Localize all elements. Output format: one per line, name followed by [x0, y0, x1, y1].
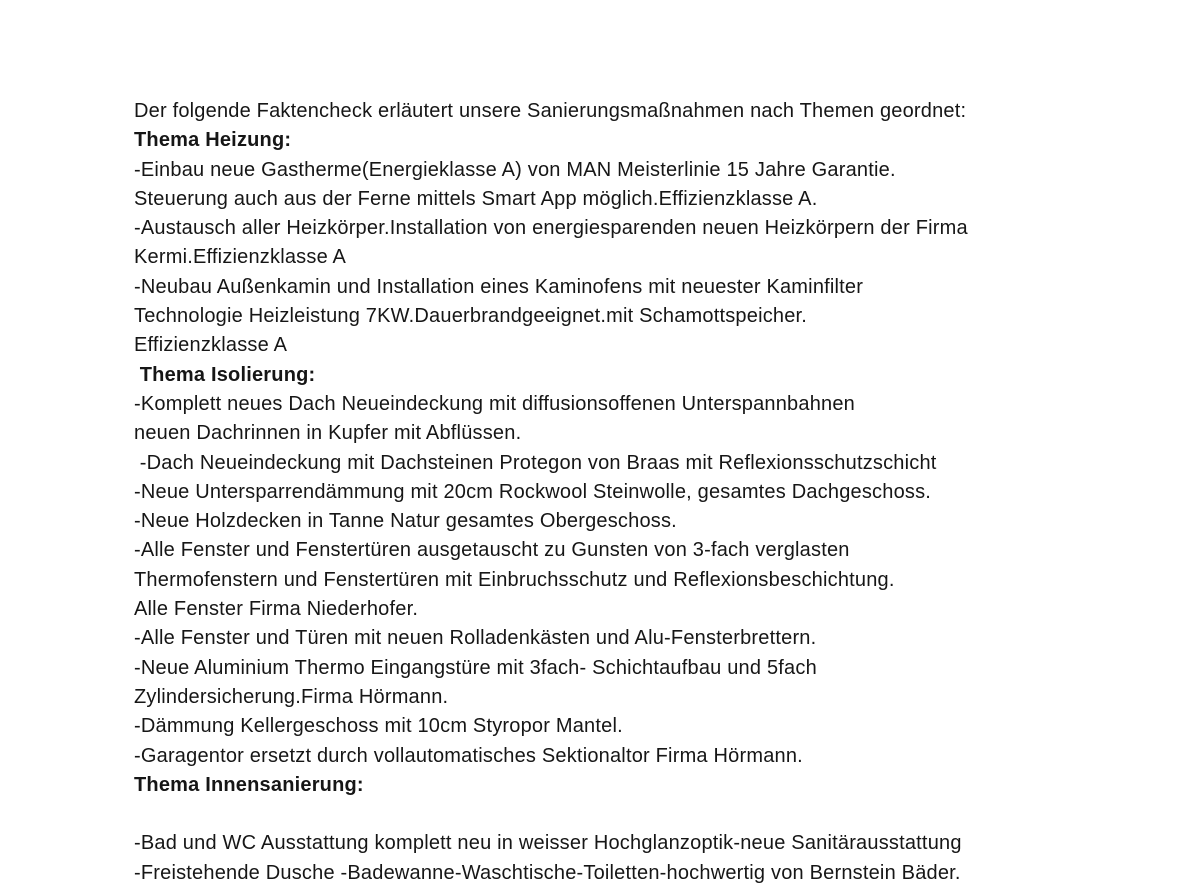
line-heizung-4: Kermi.Effizienzklasse A — [134, 246, 347, 269]
line-heizung-5: -Neubau Außenkamin und Installation eines Kaminofens mit neuester Kaminfilter — [134, 275, 864, 298]
line-isolierung-1: -Komplett neues Dach Neueindeckung mit diffusionsoffenen Unterspannbahnen — [134, 392, 855, 415]
line-heizung-7: Effizienzklasse A — [134, 334, 288, 357]
line-heizung-3: -Austausch aller Heizkörper.Installation von energiesparenden neuen Heizkörpern der Firma — [134, 217, 968, 240]
heading-isolierung: Thema Isolierung: — [134, 363, 316, 386]
document-text-body — [134, 97, 1094, 888]
line-isolierung-6: -Alle Fenster und Fenstertüren ausgetauscht zu Gunsten von 3-fach verglasten — [134, 539, 850, 562]
line-spacer-1 — [134, 800, 1094, 829]
line-intro: Der folgende Faktencheck erläutert unsere Sanierungsmaßnahmen nach Themen geordnet: — [134, 100, 967, 122]
line-innen-1: -Bad und WC Ausstattung komplett neu in weisser Hochglanzoptik-neue Sanitärausstattung — [134, 832, 962, 855]
line-isolierung-9: -Alle Fenster und Türen mit neuen Rolladenkästen und Alu-Fensterbrettern. — [134, 627, 817, 650]
line-heizung-1: -Einbau neue Gastherme(Energieklasse A) von MAN Meisterlinie 15 Jahre Garantie. — [134, 158, 896, 181]
heading-innensanierung: Thema Innensanierung: — [134, 773, 364, 796]
line-heizung-2: Steuerung auch aus der Ferne mittels Smart App möglich.Effizienzklasse A. — [134, 187, 818, 210]
line-isolierung-4: -Neue Untersparrendämmung mit 20cm Rockwool Steinwolle, gesamtes Dachgeschoss. — [134, 480, 932, 503]
line-isolierung-11: Zylindersicherung.Firma Hörmann. — [134, 685, 449, 708]
line-isolierung-8: Alle Fenster Firma Niederhofer. — [134, 598, 419, 621]
line-isolierung-5: -Neue Holzdecken in Tanne Natur gesamtes Obergeschoss. — [134, 510, 677, 533]
line-isolierung-3: -Dach Neueindeckung mit Dachsteinen Protegon von Braas mit Reflexionsschutzschicht — [134, 451, 937, 474]
line-isolierung-10: -Neue Aluminium Thermo Eingangstüre mit 3fach- Schichtaufbau und 5fach — [134, 656, 817, 679]
line-isolierung-2: neuen Dachrinnen in Kupfer mit Abflüssen. — [134, 422, 522, 445]
line-isolierung-13: -Garagentor ersetzt durch vollautomatisches Sektionaltor Firma Hörmann. — [134, 744, 803, 767]
line-heizung-6: Technologie Heizleistung 7KW.Dauerbrandgeeignet.mit Schamottspeicher. — [134, 305, 808, 328]
line-isolierung-12: -Dämmung Kellergeschoss mit 10cm Styropor Mantel. — [134, 715, 623, 738]
line-isolierung-7: Thermofenstern und Fenstertüren mit Einbruchsschutz und Reflexionsbeschichtung. — [134, 568, 895, 591]
heading-heizung: Thema Heizung: — [134, 129, 292, 152]
line-innen-2: -Freistehende Dusche -Badewanne-Waschtische-Toiletten-hochwertig von Bernstein Bäder. — [134, 861, 961, 884]
